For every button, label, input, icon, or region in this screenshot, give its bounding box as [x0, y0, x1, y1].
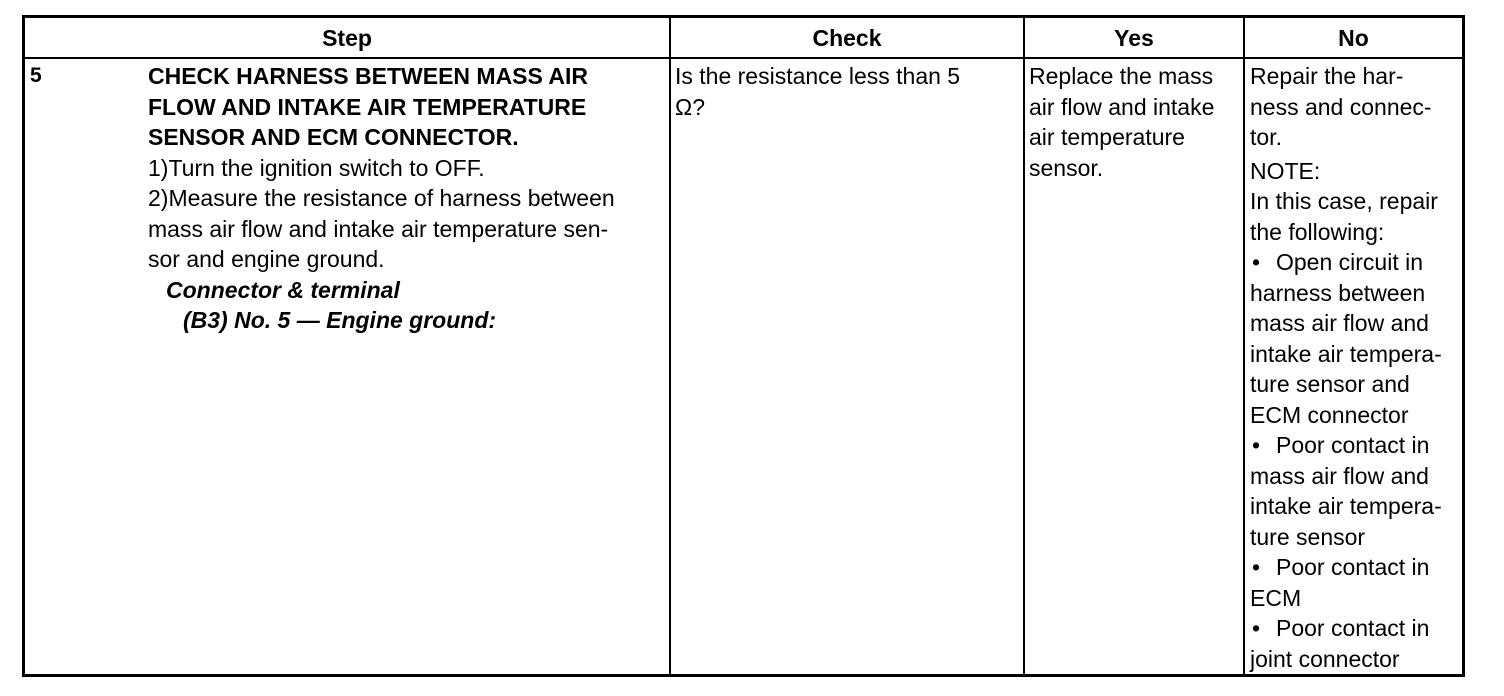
header-divider: [25, 57, 1462, 59]
no-line: ness and connec-: [1250, 93, 1432, 120]
connector-label: Connector & terminal: [166, 276, 400, 303]
bullet-line: joint connector: [1250, 645, 1400, 672]
connector-value: (B3) No. 5 — Engine ground:: [183, 307, 497, 333]
diagnostic-table: [22, 15, 1465, 677]
header-step: Step: [322, 25, 372, 51]
bullet-line: ture sensor and: [1250, 371, 1410, 397]
bullet-line: harness between: [1250, 279, 1426, 306]
step-instruction-line: sor and engine ground.: [148, 246, 385, 272]
yes-line: air flow and intake: [1029, 93, 1215, 120]
step-cell: [148, 61, 668, 336]
note-line: In this case, repair: [1250, 188, 1438, 214]
yes-cell: [1029, 61, 1241, 183]
note-line: the following:: [1250, 218, 1385, 245]
header-check: Check: [812, 25, 882, 51]
bullet-line: intake air tempera-: [1250, 493, 1442, 519]
step-title-line: CHECK HARNESS BETWEEN MASS AIR: [148, 63, 589, 89]
column-divider: [1023, 18, 1025, 674]
bullet-line: ECM: [1250, 584, 1302, 611]
no-line: tor.: [1250, 124, 1282, 150]
step-instruction-line: mass air flow and intake air temperature sen-: [148, 215, 609, 242]
step-title: [148, 61, 668, 153]
header-yes: Yes: [1114, 25, 1154, 51]
bullet-item: [1250, 613, 1465, 674]
bullet-line: mass air flow and: [1250, 462, 1429, 489]
yes-line: sensor.: [1029, 154, 1104, 181]
column-divider: [669, 18, 671, 674]
no-line: Repair the har-: [1250, 63, 1404, 89]
check-line: Ω?: [675, 93, 705, 120]
bullet-line: mass air flow and: [1250, 310, 1429, 336]
bullet-item: [1250, 247, 1465, 430]
yes-line: air temperature: [1029, 124, 1185, 150]
step-title-line: SENSOR AND ECM CONNECTOR.: [148, 124, 519, 150]
step-instruction-line: 1)Turn the ignition switch to OFF.: [148, 154, 485, 181]
bullet-item: [1250, 430, 1465, 552]
bullet-line: • Poor contact in: [1250, 430, 1465, 461]
bullet-line: • Poor contact in: [1250, 552, 1465, 583]
check-cell: [675, 61, 1015, 122]
no-cell: [1250, 61, 1465, 674]
bullet-line: ture sensor: [1250, 523, 1366, 550]
bullet-line: • Poor contact in: [1250, 613, 1465, 644]
bullet-item: [1250, 552, 1465, 613]
column-divider: [1243, 18, 1245, 674]
check-line: Is the resistance less than 5: [675, 63, 961, 89]
note-label: NOTE:: [1250, 157, 1321, 184]
bullet-line: intake air tempera-: [1250, 340, 1442, 367]
step-instruction-line: 2)Measure the resistance of harness between: [148, 185, 615, 211]
yes-line: Replace the mass: [1029, 63, 1214, 89]
bullet-line: • Open circuit in: [1250, 247, 1465, 278]
step-number: 5: [30, 64, 42, 87]
step-title-line: FLOW AND INTAKE AIR TEMPERATURE: [148, 93, 587, 120]
header-no: No: [1338, 25, 1369, 51]
bullet-line: ECM connector: [1250, 401, 1409, 428]
